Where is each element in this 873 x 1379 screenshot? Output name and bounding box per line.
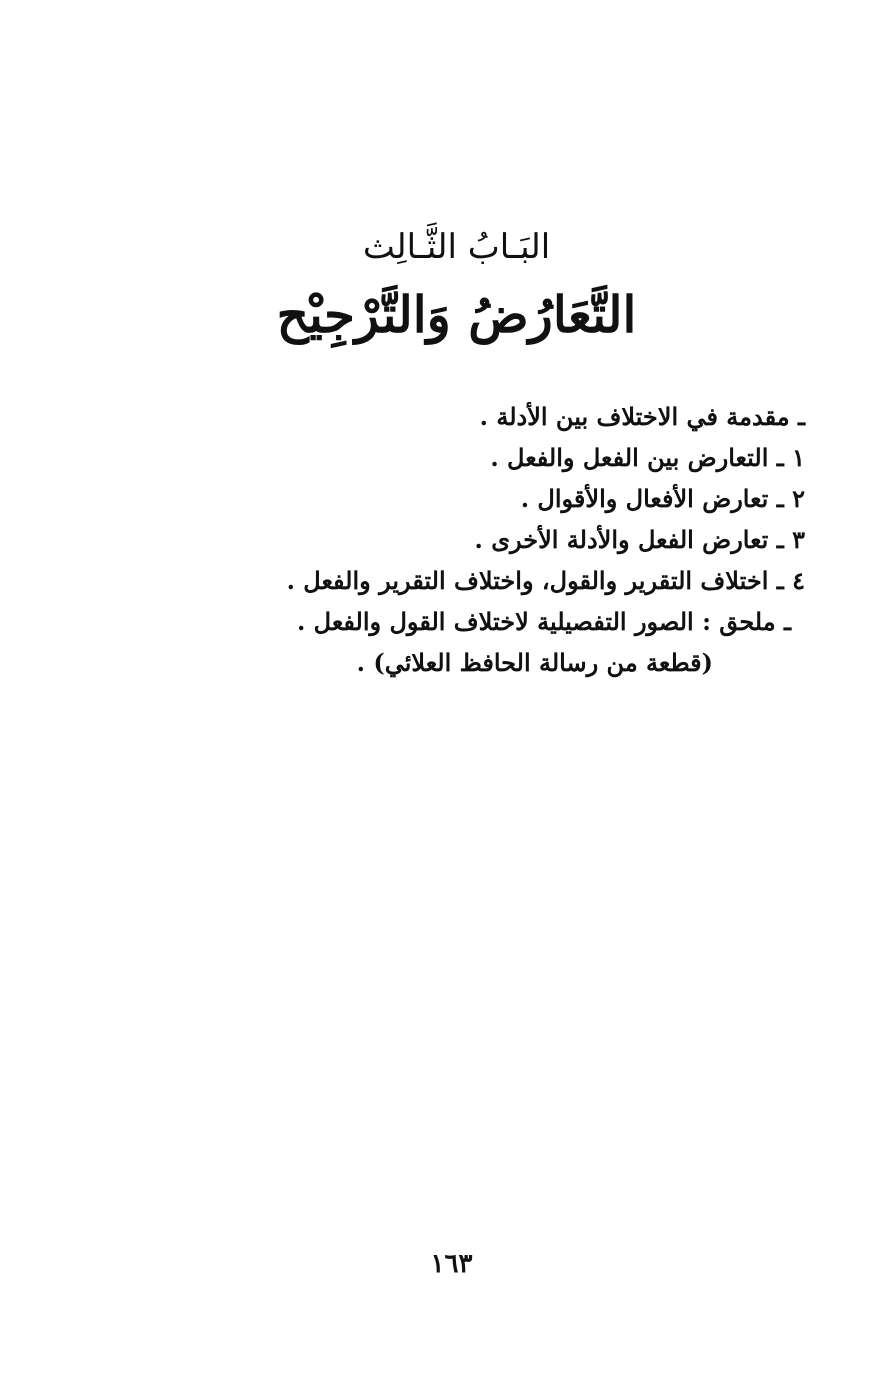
contents-item-introduction: ـ مقدمة في الاختلاف بين الأدلة . [479, 402, 805, 431]
contents-item-1: ١ ـ التعارض بين الفعل والفعل . [490, 443, 805, 472]
chapter-title: التَّعَارُضُ وَالتَّرْجِيْح [276, 285, 637, 344]
chapter-label: البَـابُ الثَّـالِث [362, 227, 551, 267]
chapter-contents-list [265, 396, 805, 683]
contents-item-3: ٣ ـ تعارض الفعل والأدلة الأخرى . [474, 525, 805, 554]
contents-item-appendix-note: (قطعة من رسالة الحافظ العلائي) . [356, 648, 713, 677]
contents-item-2: ٢ ـ تعارض الأفعال والأقوال . [520, 484, 805, 513]
contents-item-appendix: ـ ملحق : الصور التفصيلية لاختلاف القول والفعل . [296, 607, 791, 636]
page-number: ١٦٣ [430, 1249, 473, 1279]
contents-item-4: ٤ ـ اختلاف التقرير والقول، واختلاف التقرير والفعل . [286, 566, 805, 595]
